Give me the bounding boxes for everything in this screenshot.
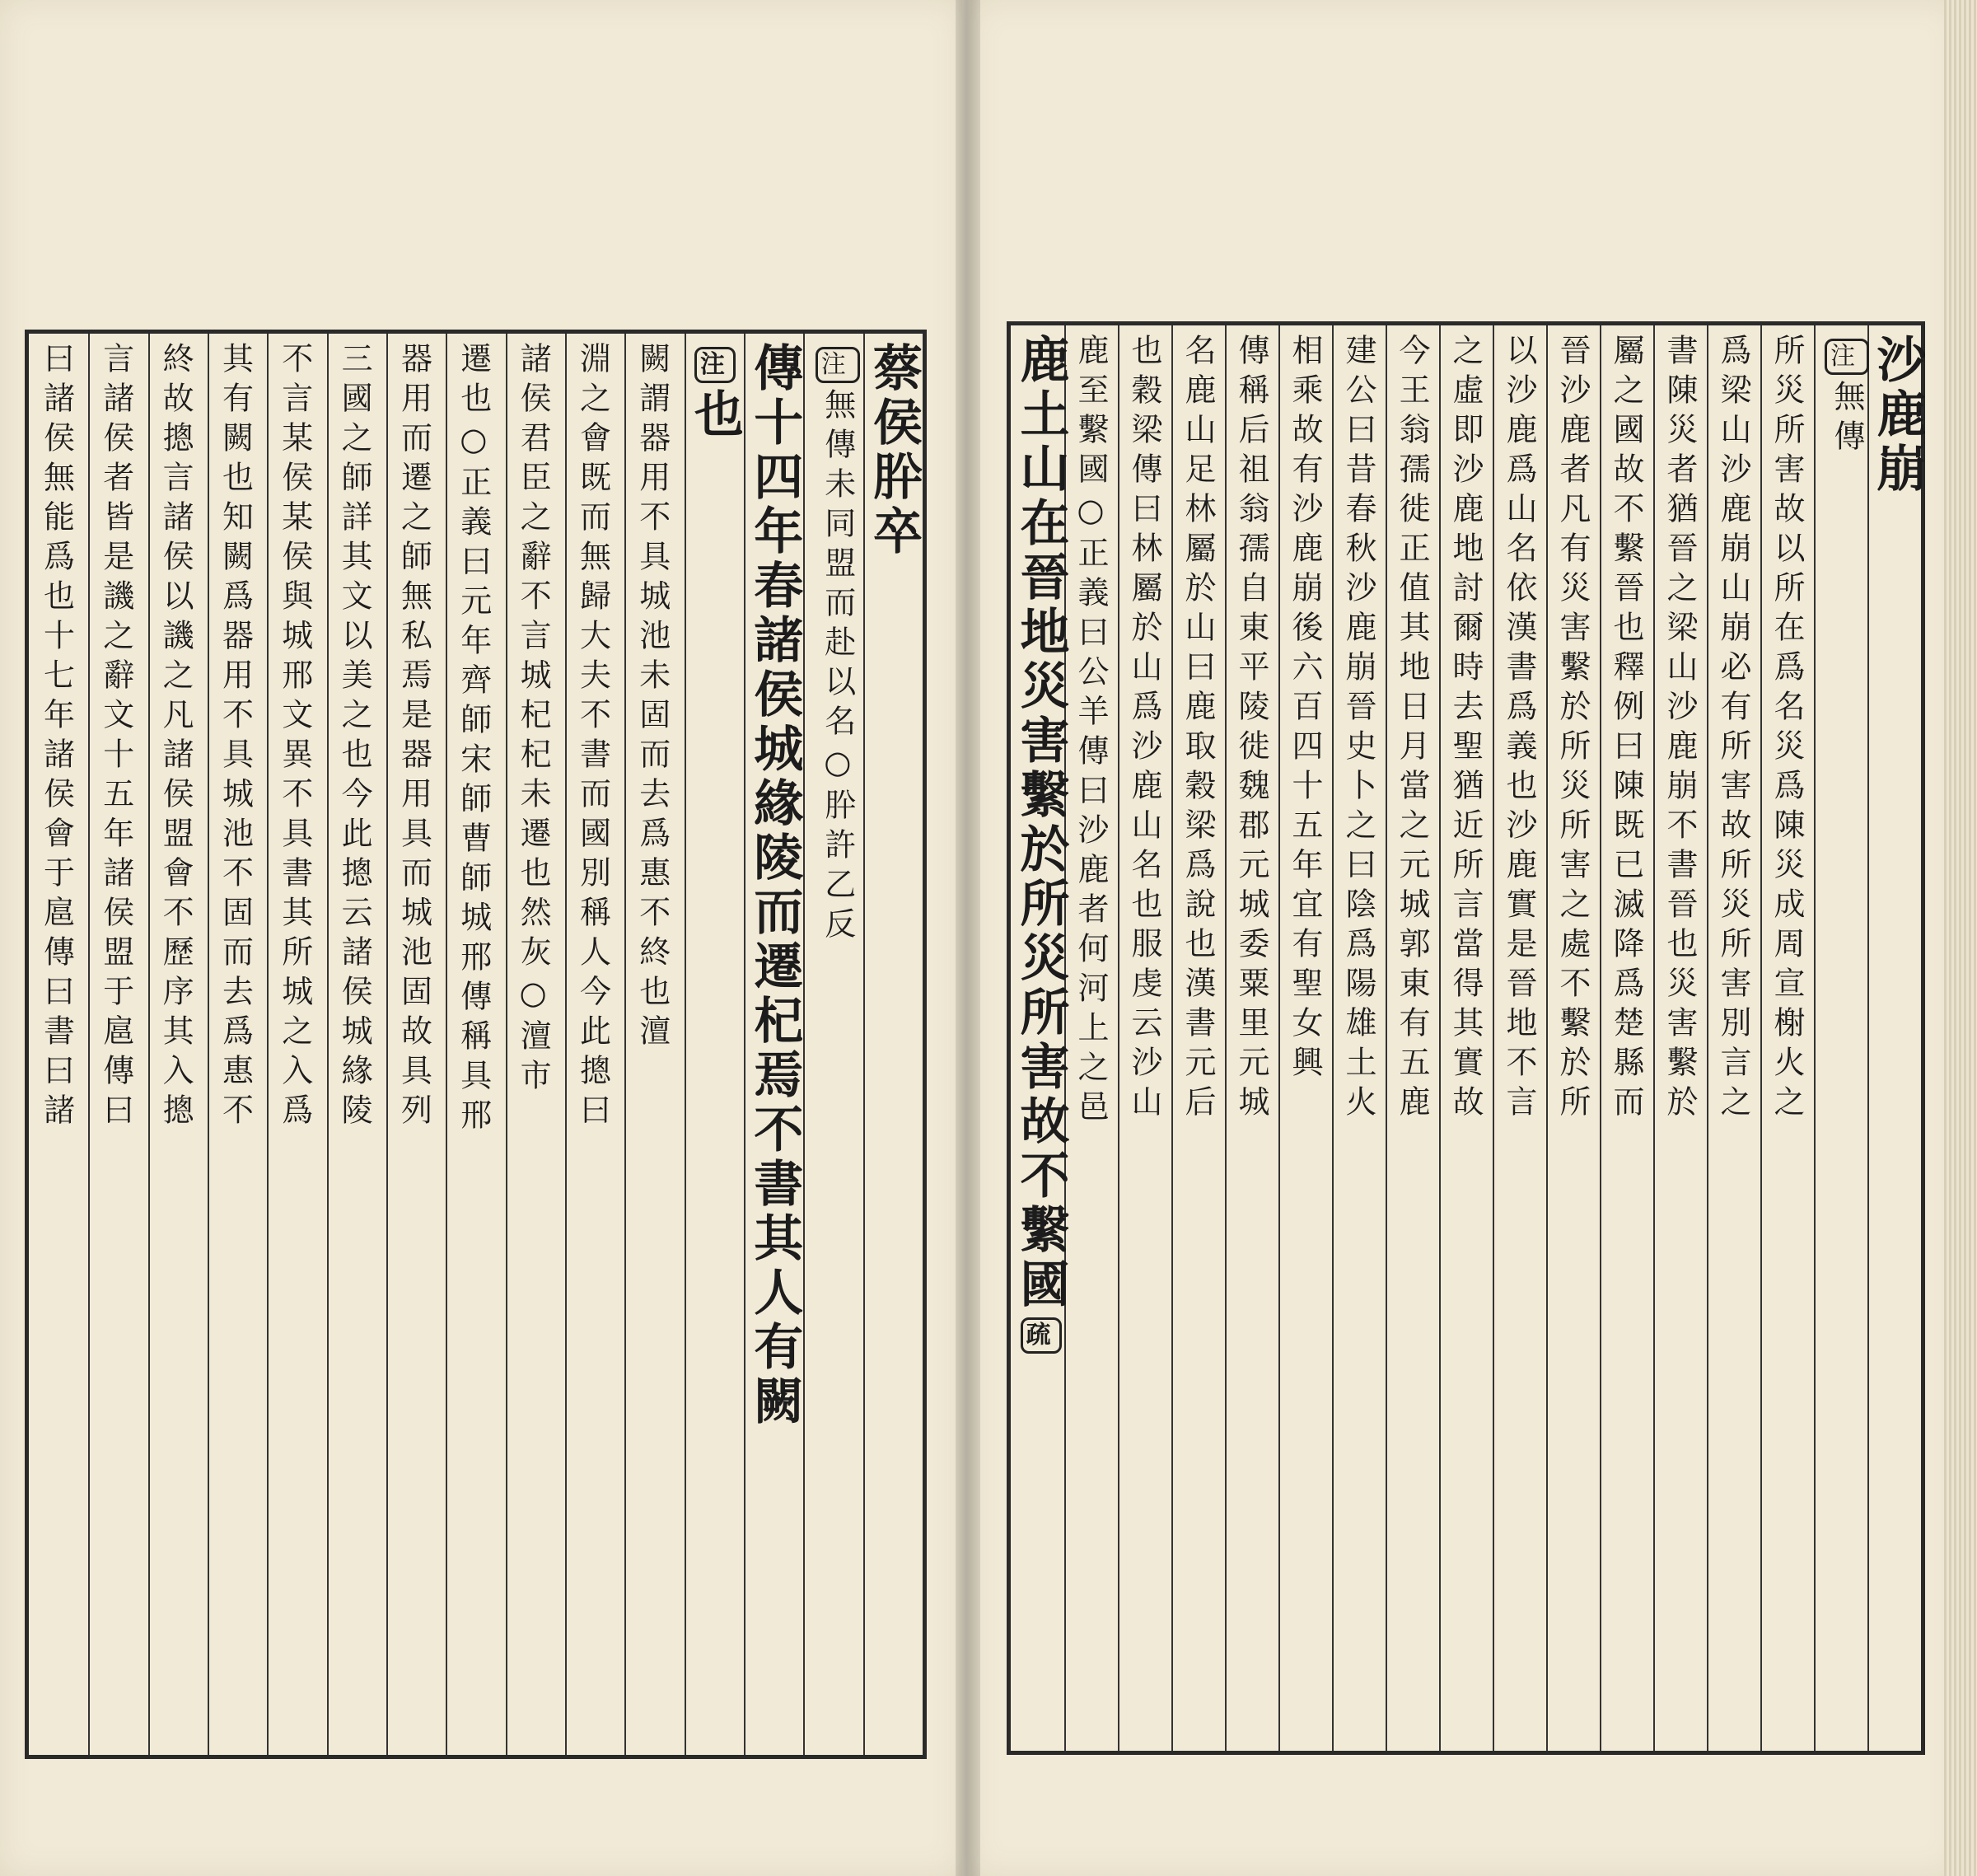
right-column-rule: [1867, 325, 1869, 1751]
right-column-text: 之虛即沙鹿地討爾時去聖猶近所言當得其實故: [1447, 334, 1484, 1125]
right-column-16: [1073, 334, 1109, 1130]
right-column-6: [1610, 334, 1642, 1125]
right-column-text: 晉沙鹿者凡有災害繫於所災所害之處不繫於所: [1554, 334, 1591, 1125]
right-column-14: [1180, 334, 1216, 1125]
left-column-text: 諸侯君臣之辭不言城杞杞未遷也然灰○澶市: [515, 342, 552, 1098]
left-column-text: 傳十四年春諸侯城緣陵而遷杞焉不書其人有闕: [745, 342, 804, 1429]
right-column-3: [1769, 334, 1805, 1125]
book-gutter: [956, 0, 980, 1876]
right-column-11: [1340, 334, 1376, 1125]
left-column-1: [864, 342, 923, 559]
right-column-17: [1012, 334, 1070, 1359]
left-column-text: 遷也○正義曰元年齊師宋師曹師城邢傳稱具邢: [455, 342, 492, 1138]
right-column-9: [1447, 334, 1484, 1125]
left-column-8: [455, 342, 492, 1138]
left-column-2: [816, 342, 860, 947]
left-column-text: 無傳未同盟而赴以名○肸許乙反: [819, 388, 856, 947]
right-column-rule: [1653, 325, 1655, 1751]
left-text-frame: [25, 330, 927, 1759]
left-column-text: 也: [685, 388, 744, 442]
right-text-frame: [1007, 321, 1925, 1755]
left-column-rule: [88, 334, 90, 1755]
right-column-text: 無傳: [1829, 380, 1865, 459]
right-column-rule: [1600, 325, 1601, 1751]
right-column-text: 爲梁山沙鹿崩山崩必有所害故所災所害別言之: [1715, 334, 1751, 1125]
left-column-rule: [386, 334, 388, 1755]
left-column-text: 器用而遷之師無私焉是器用具而城池固故具列: [395, 342, 432, 1133]
left-column-9: [395, 342, 432, 1133]
left-column-rule: [803, 334, 805, 1755]
right-column-rule: [1707, 325, 1708, 1751]
right-column-rule: [1760, 325, 1762, 1751]
annotation-seal-shu: 疏: [1021, 1317, 1062, 1354]
right-column-rule: [1386, 325, 1387, 1751]
left-column-rule: [327, 334, 329, 1755]
right-column-text: 傳稱后祖翁孺自東平陵徙魏郡元城委粟里元城: [1233, 334, 1269, 1125]
left-column-rule: [208, 334, 209, 1755]
right-column-8: [1503, 334, 1535, 1125]
annotation-seal-zhu: 注: [694, 347, 736, 383]
right-column-15: [1126, 334, 1162, 1125]
right-column-text: 名鹿山足林屬於山曰鹿取穀梁爲說也漢書元后: [1180, 334, 1216, 1125]
left-column-rule: [744, 334, 745, 1755]
right-column-rule: [1546, 325, 1548, 1751]
left-column-rule: [685, 334, 686, 1755]
right-column-rule: [1225, 325, 1227, 1751]
left-column-10: [336, 342, 373, 1133]
right-column-text: 書陳災者猶晉之梁山沙鹿崩不書晉也災害繫於: [1662, 334, 1698, 1125]
right-column-4: [1715, 334, 1751, 1125]
left-column-rule: [267, 334, 269, 1755]
annotation-seal-zhu: 注: [1825, 339, 1869, 375]
left-column-12: [217, 342, 254, 1133]
left-column-5: [633, 342, 671, 1054]
left-column-13: [157, 342, 194, 1133]
left-column-text: 終故摠言諸侯以譏之凡諸侯盟會不歷序其入摠: [157, 342, 194, 1133]
right-column-text: 以沙鹿爲山名依漢書爲義也沙鹿實是晉地不言: [1501, 334, 1537, 1125]
right-column-text: 相乘故有沙鹿崩後六百四十五年宜有聖女興: [1287, 334, 1323, 1085]
left-column-rule: [506, 334, 507, 1755]
right-column-rule: [1171, 325, 1173, 1751]
left-column-rule: [148, 334, 150, 1755]
right-column-rule: [1118, 325, 1119, 1751]
right-column-rule: [1332, 325, 1334, 1751]
left-column-15: [38, 342, 75, 1133]
left-column-text: 三國之師詳其文以美之也今此摠云諸侯城緣陵: [336, 342, 373, 1133]
annotation-seal-zhu: 注: [816, 347, 860, 383]
left-column-4: [685, 342, 744, 442]
left-column-text: 蔡侯肸卒: [864, 342, 923, 559]
left-column-11: [276, 342, 313, 1133]
right-column-10: [1396, 334, 1428, 1125]
left-column-text: 闕謂器用不具城池未固而去爲惠不終也澶: [633, 342, 671, 1054]
right-column-text: 也穀梁傳曰林屬於山爲沙鹿山名也服虔云沙山: [1126, 334, 1162, 1125]
left-column-rule: [446, 334, 447, 1755]
right-column-text: 建公曰昔春秋沙鹿崩晉史卜之曰陰爲陽雄土火: [1340, 334, 1376, 1125]
right-column-rule: [1493, 325, 1494, 1751]
right-column-text: 屬之國故不繫晉也釋例曰陳既已滅降爲楚縣而: [1608, 334, 1644, 1125]
right-column-text: 所災所害故以所在爲名災爲陳災成周宣榭火之: [1769, 334, 1805, 1125]
right-column-rule: [1814, 325, 1816, 1751]
right-column-12: [1287, 334, 1323, 1085]
left-column-text: 淵之會既而無歸大夫不書而國別稱人今此摠曰: [574, 342, 611, 1133]
right-column-5: [1662, 334, 1698, 1125]
left-column-text: 曰諸侯無能爲也十七年諸侯會于扈傳曰書曰諸: [38, 342, 75, 1133]
right-column-text: 今王翁孺徙正值其地日月當之元城郭東有五鹿: [1394, 334, 1430, 1125]
right-column-1: [1868, 334, 1927, 497]
page-edges: [1944, 0, 1977, 1876]
right-column-rule: [1278, 325, 1280, 1751]
left-column-3: [745, 342, 804, 1429]
left-column-7: [515, 342, 552, 1098]
right-column-text: 鹿土山在晉地災害繫於所災所害故不繫國: [1012, 334, 1070, 1312]
right-column-7: [1554, 334, 1591, 1125]
left-column-6: [574, 342, 611, 1133]
left-column-rule: [565, 334, 567, 1755]
right-column-text: 沙鹿崩: [1868, 334, 1927, 497]
right-column-rule: [1439, 325, 1441, 1751]
left-column-text: 其有闕也知闕爲器用不具城池不固而去爲惠不: [217, 342, 254, 1133]
left-column-text: 言諸侯者皆是譏之辭文十五年諸侯盟于扈傳曰: [97, 342, 134, 1133]
left-column-14: [97, 342, 134, 1133]
left-column-rule: [624, 334, 626, 1755]
left-column-text: 不言某侯某侯與城邢文異不具書其所城之入爲: [276, 342, 313, 1133]
left-column-rule: [863, 334, 865, 1755]
right-column-2: [1825, 334, 1869, 459]
right-column-13: [1233, 334, 1269, 1125]
right-column-text: 鹿至繫國○正義曰公羊傳曰沙鹿者何河上之邑: [1073, 334, 1109, 1130]
